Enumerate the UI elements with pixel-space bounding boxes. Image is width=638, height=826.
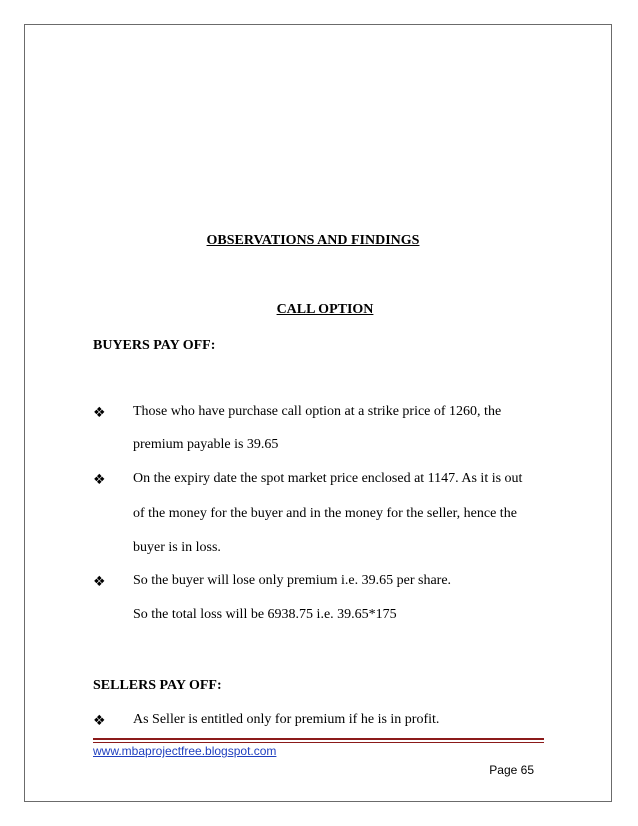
bullet-diamond-icon: ❖ <box>93 405 106 421</box>
list-item-text: As Seller is entitled only for premium if he is in profit. <box>133 712 440 727</box>
list-item-text: of the money for the buyer and in the money for the seller, hence the <box>133 506 517 521</box>
list-item-text: Those who have purchase call option at a strike price of 1260, the <box>133 404 502 419</box>
list-item-text: So the total loss will be 6938.75 i.e. 39.65*175 <box>133 607 397 622</box>
list-item-text: So the buyer will lose only premium i.e. 39.65 per share. <box>133 573 452 588</box>
section-subtitle: CALL OPTION <box>276 302 374 317</box>
bullet-diamond-icon: ❖ <box>93 713 106 729</box>
footer-website-link[interactable]: www.mbaprojectfree.blogspot.com <box>93 744 277 758</box>
footer-divider <box>93 742 544 743</box>
page-title: OBSERVATIONS AND FINDINGS <box>206 233 420 248</box>
list-item-text: buyer is in loss. <box>133 540 221 555</box>
list-item-text: On the expiry date the spot market price enclosed at 1147. As it is out <box>133 471 523 486</box>
bullet-diamond-icon: ❖ <box>93 574 106 590</box>
list-item-text: premium payable is 39.65 <box>133 437 279 452</box>
page-number: Page 65 <box>489 763 534 777</box>
footer-divider <box>93 738 544 740</box>
buyers-payoff-heading: BUYERS PAY OFF: <box>93 338 216 353</box>
bullet-diamond-icon: ❖ <box>93 472 106 488</box>
sellers-payoff-heading: SELLERS PAY OFF: <box>93 678 222 693</box>
